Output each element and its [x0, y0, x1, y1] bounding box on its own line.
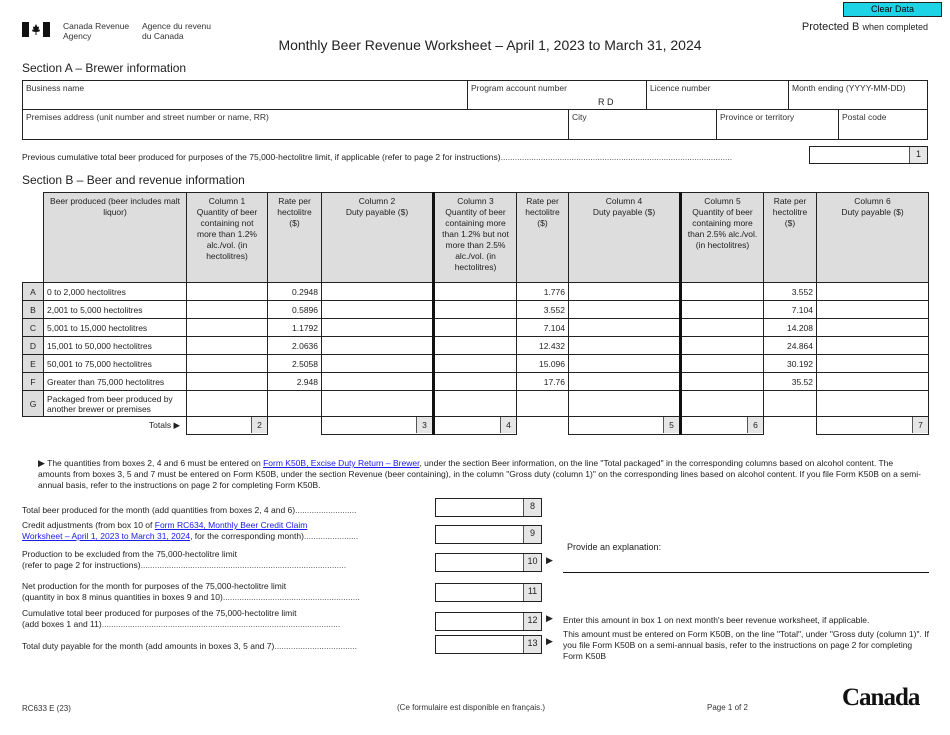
table-row — [23, 283, 929, 301]
column-3-input[interactable] — [434, 391, 517, 417]
column-6-input[interactable] — [817, 355, 929, 373]
totals-label: Totals ▶ — [148, 420, 180, 431]
column-2-input[interactable] — [322, 319, 434, 337]
rate-1: 2.948 — [268, 373, 322, 391]
column-3-input[interactable] — [434, 355, 517, 373]
rate-1: 0.2948 — [268, 283, 322, 301]
box-number: 5 — [663, 417, 679, 433]
line-10-label: Production to be excluded from the 75,000-hectolitre limit (refer to page 2 for instructions)....................................................................................... — [22, 549, 347, 570]
rate-2: 15.096 — [517, 355, 569, 373]
label: Program account number — [471, 83, 567, 93]
row-description: 5,001 to 15,000 hectolitres — [44, 319, 187, 337]
column-3-input[interactable] — [434, 373, 517, 391]
column-3-input[interactable] — [434, 337, 517, 355]
postal-code-field[interactable] — [838, 109, 928, 140]
table-row — [23, 337, 929, 355]
column-3-input[interactable] — [434, 283, 517, 301]
column-6-input[interactable] — [817, 337, 929, 355]
box-number: 4 — [500, 417, 516, 433]
page-number: Page 1 of 2 — [707, 703, 748, 712]
line-8-label: Total beer produced for the month (add quantities from boxes 2, 4 and 6).......................... — [22, 505, 357, 515]
column-2-input[interactable] — [322, 373, 434, 391]
box-number: 8 — [523, 499, 541, 516]
header-rate-3: Rate per hectolitre ($) — [764, 193, 817, 283]
rate-2 — [517, 391, 569, 417]
arrow-right-icon: ▶ — [38, 458, 45, 468]
canada-wordmark: Canada — [842, 684, 920, 711]
box-number: 3 — [416, 417, 432, 433]
column-6-input[interactable] — [817, 319, 929, 337]
line-1-label: Previous cumulative total beer produced for purposes of the 75,000-hectolitre limit, if applicable (refer to page 2 for instructions).................................................................................................. — [22, 152, 733, 162]
canada-flag-logo — [22, 22, 50, 37]
label: Province or territory — [720, 112, 795, 122]
province-field[interactable] — [716, 109, 839, 140]
label: Premises address (unit number and street number or name, RR) — [26, 112, 269, 122]
header-column-4: Column 4 Duty payable ($) — [569, 193, 681, 283]
rate-3: 14.208 — [764, 319, 817, 337]
column-6-input[interactable] — [817, 373, 929, 391]
box-9-field[interactable] — [435, 525, 542, 544]
box-number: 6 — [747, 417, 763, 433]
rate-1: 2.5058 — [268, 355, 322, 373]
line-11-label: Net production for the month for purposes of the 75,000-hectolitre limit (quantity in box 8 minus quantities in boxes 9 and 10).......................................................... — [22, 581, 360, 602]
row-letter: C — [23, 319, 44, 337]
column-5-input[interactable] — [681, 391, 764, 417]
total-box-3[interactable] — [569, 417, 681, 435]
column-5-input[interactable] — [681, 373, 764, 391]
column-6-input[interactable] — [817, 283, 929, 301]
instruction-note: ▶ The quantities from boxes 2, 4 and 6 must be entered on Form K50B, Excise Duty Return – Brewer, under the section Beer information, on the line "Total packaged" in the corresponding columns based on alcohol content. The amounts from boxes 3, 5 and 7 must be entered on Form K50B, under the section Revenue (beer containing), in the column "Gross duty (column 1)" on the corresponding lines based on alcohol content. If you file Form K50B on a semi-annual basis, refer to the instructions on page 2 for completing Form K50B. — [38, 458, 921, 490]
label: Postal code — [842, 112, 887, 122]
totals-row — [23, 417, 929, 435]
rate-3: 3.552 — [764, 283, 817, 301]
header-column-2: Column 2 Duty payable ($) — [322, 193, 434, 283]
rate-3: 30.192 — [764, 355, 817, 373]
arrow-right-icon: ▶ — [546, 636, 553, 646]
row-letter: E — [23, 355, 44, 373]
rate-1: 0.5896 — [268, 301, 322, 319]
label: Licence number — [650, 83, 711, 93]
page-title: Monthly Beer Revenue Worksheet – April 1, 2023 to March 31, 2024 — [278, 37, 702, 53]
header-beer-produced: Beer produced (beer includes malt liquor) — [44, 193, 187, 283]
line-12-label: Cumulative total beer produced for purposes of the 75,000-hectolitre limit (add boxes 1 and 11)..................................................................................................... — [22, 608, 341, 629]
rate-3: 7.104 — [764, 301, 817, 319]
rate-2: 1.776 — [517, 283, 569, 301]
total-box-4[interactable] — [681, 417, 764, 435]
column-4-input[interactable] — [569, 373, 681, 391]
column-6-input[interactable] — [817, 391, 929, 417]
rate-1: 1.1792 — [268, 319, 322, 337]
city-field[interactable] — [568, 109, 717, 140]
column-1-input[interactable] — [187, 391, 268, 417]
column-4-input[interactable] — [569, 337, 681, 355]
table-row — [23, 319, 929, 337]
table-row — [23, 355, 929, 373]
box-number: 13 — [523, 636, 541, 653]
explanation-label: Provide an explanation: — [567, 542, 662, 552]
column-4-input[interactable] — [569, 301, 681, 319]
column-4-input[interactable] — [569, 355, 681, 373]
total-box-0[interactable] — [187, 417, 268, 435]
form-k50b-link[interactable]: Form K50B, Excise Duty Return – Brewer — [263, 458, 420, 468]
table-row — [23, 301, 929, 319]
column-4-input[interactable] — [569, 391, 681, 417]
section-a-title: Section A – Brewer information — [22, 61, 187, 75]
column-1-input[interactable] — [187, 337, 268, 355]
column-5-input[interactable] — [681, 283, 764, 301]
label: Business name — [26, 83, 85, 93]
rate-3 — [764, 391, 817, 417]
row-description: Packaged from beer produced by another brewer or premises — [44, 391, 187, 417]
column-5-input[interactable] — [681, 319, 764, 337]
line-9-label: Credit adjustments (from box 10 of Form RC634, Monthly Beer Credit Claim Worksheet – April 1, 2023 to March 31, 2024, for the corresponding month)....................... — [22, 520, 359, 541]
label: City — [572, 112, 587, 122]
header-column-3: Column 3 Quantity of beer containing more than 1.2% but not more than 2.5% alc./vol. (in hectolitres) — [434, 193, 517, 283]
rate-2: 17.76 — [517, 373, 569, 391]
header-column-1: Column 1 Quantity of beer containing not more than 1.2% alc./vol. (in hectolitres) — [187, 193, 268, 283]
beer-revenue-table — [22, 192, 929, 435]
column-4-input[interactable] — [569, 283, 681, 301]
column-1-input[interactable] — [187, 319, 268, 337]
box-12-note: Enter this amount in box 1 on next month's beer revenue worksheet, if applicable. — [563, 615, 870, 625]
column-2-input[interactable] — [322, 355, 434, 373]
column-3-input[interactable] — [434, 319, 517, 337]
section-b-title: Section B – Beer and revenue information — [22, 173, 245, 187]
box-number: 9 — [523, 526, 541, 543]
column-2-input[interactable] — [322, 283, 434, 301]
column-2-input[interactable] — [322, 391, 434, 417]
row-letter: F — [23, 373, 44, 391]
header-rate-2: Rate per hectolitre ($) — [517, 193, 569, 283]
premises-address-field[interactable] — [22, 109, 569, 140]
column-1-input[interactable] — [187, 301, 268, 319]
column-1-input[interactable] — [187, 373, 268, 391]
row-letter: A — [23, 283, 44, 301]
box-number: 10 — [523, 554, 541, 571]
header-column-5: Column 5 Quantity of beer containing more than 2.5% alc./vol. (in hectolitres) — [681, 193, 764, 283]
form-rc634-link[interactable]: Form RC634, Monthly Beer Credit Claim — [154, 520, 308, 530]
box-1-field[interactable] — [809, 146, 928, 164]
column-1-input[interactable] — [187, 355, 268, 373]
box-number: 2 — [251, 417, 267, 433]
box-number: 1 — [909, 147, 927, 163]
month-ending-field[interactable] — [788, 80, 928, 110]
box-number: 11 — [523, 584, 541, 601]
clear-data-button[interactable]: Clear Data — [843, 2, 942, 17]
column-5-input[interactable] — [681, 337, 764, 355]
box-number: 12 — [523, 613, 541, 630]
column-3-input[interactable] — [434, 301, 517, 319]
arrow-right-icon: ▶ — [546, 613, 553, 623]
box-13-field[interactable] — [435, 635, 542, 654]
licence-number-field[interactable] — [646, 80, 789, 110]
total-box-1[interactable] — [322, 417, 434, 435]
row-description: 0 to 2,000 hectolitres — [44, 283, 187, 301]
column-2-input[interactable] — [322, 337, 434, 355]
row-description: 2,001 to 5,000 hectolitres — [44, 301, 187, 319]
program-account-field[interactable] — [467, 80, 647, 110]
table-row — [23, 391, 929, 417]
rate-1 — [268, 391, 322, 417]
row-letter: B — [23, 301, 44, 319]
box-11-field[interactable] — [435, 583, 542, 602]
column-1-input[interactable] — [187, 283, 268, 301]
total-box-5[interactable] — [817, 417, 929, 435]
row-letter: D — [23, 337, 44, 355]
form-number: RC633 E (23) — [22, 704, 71, 713]
business-name-field[interactable] — [22, 80, 468, 110]
label: Month ending (YYYY-MM-DD) — [792, 83, 906, 93]
rate-2: 12.432 — [517, 337, 569, 355]
column-5-input[interactable] — [681, 355, 764, 373]
row-description: 50,001 to 75,000 hectolitres — [44, 355, 187, 373]
box-13-note: This amount must be entered on Form K50B, on the line "Total", under "Gross duty (column 1)". If you file Form K50B on a semi-annual basis, refer to the instructions on page 2 for completing Form K50B — [563, 629, 929, 661]
row-description: 15,001 to 50,000 hectolitres — [44, 337, 187, 355]
line-13-label: Total duty payable for the month (add amounts in boxes 3, 5 and 7)................................... — [22, 641, 357, 651]
box-8-field[interactable] — [435, 498, 542, 517]
column-2-input[interactable] — [322, 301, 434, 319]
header-rate-1: Rate per hectolitre ($) — [268, 193, 322, 283]
rate-1: 2.0636 — [268, 337, 322, 355]
table-row — [23, 373, 929, 391]
explanation-input[interactable] — [563, 556, 929, 573]
rate-3: 24.864 — [764, 337, 817, 355]
row-description: Greater than 75,000 hectolitres — [44, 373, 187, 391]
box-number: 7 — [912, 417, 928, 433]
program-suffix: R D — [598, 97, 614, 107]
agency-name-fr: Agence du revenu du Canada — [142, 21, 211, 41]
total-box-2[interactable] — [434, 417, 517, 435]
agency-name-en: Canada Revenue Agency — [63, 21, 130, 41]
header-column-6: Column 6 Duty payable ($) — [817, 193, 929, 283]
row-letter: G — [23, 391, 44, 417]
protected-label: Protected B when completed — [801, 21, 928, 33]
box-10-field[interactable] — [435, 553, 542, 572]
rate-3: 35.52 — [764, 373, 817, 391]
column-4-input[interactable] — [569, 319, 681, 337]
box-12-field[interactable] — [435, 612, 542, 631]
column-5-input[interactable] — [681, 301, 764, 319]
french-availability: (Ce formulaire est disponible en français.) — [397, 703, 546, 712]
form-rc634-link-cont[interactable]: Worksheet – April 1, 2023 to March 31, 2024 — [22, 531, 191, 541]
rate-2: 7.104 — [517, 319, 569, 337]
arrow-right-icon: ▶ — [546, 555, 553, 565]
column-6-input[interactable] — [817, 301, 929, 319]
rate-2: 3.552 — [517, 301, 569, 319]
